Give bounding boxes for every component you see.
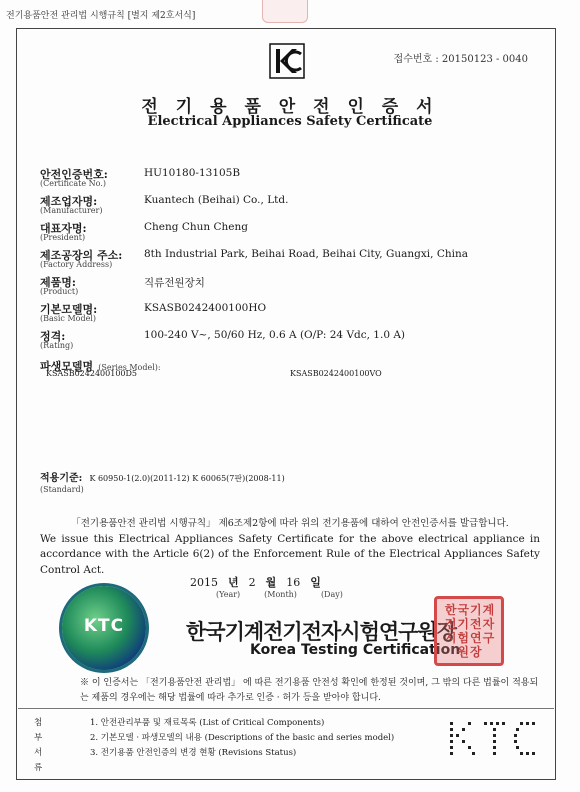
statement-korean: 「전기용품안전 관리법 시행규칙」 제6조제2항에 따라 위의 전기용품에 대하여 안전인증서를 발급합니다. <box>71 518 509 529</box>
field-certificate-no <box>40 166 540 193</box>
field-value: 직류전원장치 <box>144 277 205 289</box>
date-year-en: (Year) <box>216 590 241 599</box>
field-value: KSASB0242400100HO <box>144 302 267 314</box>
series-label: 파생모델명 <box>40 360 94 373</box>
series-model-heading <box>40 355 540 373</box>
applied-standard <box>40 466 285 494</box>
official-seal-stamp <box>434 596 504 666</box>
field-label: 제조공장의 주소: <box>40 249 123 262</box>
title-korean: 전 기 용 품 안 전 인 증 서 <box>141 97 439 117</box>
certificate-fields <box>40 166 540 385</box>
receipt-number: 접수번호 : 20150123 - 0040 <box>393 54 528 65</box>
attachment-item: 1. 안전관리부품 및 재료목록 (List of Critical Components) <box>90 718 325 728</box>
field-product <box>40 274 540 301</box>
field-value: 100-240 V~, 50/60 Hz, 0.6 A (O/P: 24 Vdc, 1.0 A) <box>144 329 406 341</box>
date-year: 2015 <box>190 576 218 589</box>
field-label-en: (Basic Model) <box>40 314 96 323</box>
date-month-unit: 월 <box>265 576 277 589</box>
field-label-en: (President) <box>40 233 86 242</box>
seal-text: 한국기계전기전자시험연구원장 <box>444 603 496 659</box>
attachment-item: 3. 전기용품 안전인증의 변경 현황 (Revisions Status) <box>90 748 297 758</box>
statement-english: We issue this Electrical Appliances Safety Certificate for the above electrical appliance in accordance with the Article 6(2) of the Enforcement Rule of the Electrical Appliances Safety Control Act. <box>40 532 540 576</box>
date-day: 16 <box>286 576 301 589</box>
field-label: 기본모델명: <box>40 303 98 316</box>
date-day-en: (Day) <box>320 590 343 599</box>
field-label: 대표자명: <box>40 222 87 235</box>
field-label-en: (Product) <box>40 287 79 296</box>
field-rating <box>40 328 540 355</box>
series-label-en: (Series Model): <box>98 363 161 372</box>
field-label-en: (Factory Address) <box>40 260 113 269</box>
standard-value: K 60950-1(2.0)(2011-12) K 60065(7판)(2008-11) <box>89 474 285 483</box>
attachments-label: 첨부서류 <box>34 718 43 773</box>
issuer-name-korean: 한국기계전기전자시험연구원장 <box>186 620 457 644</box>
field-value: 8th Industrial Park, Beihai Road, Beihai City, Guangxi, China <box>144 248 468 260</box>
top-seal-stamp <box>262 0 308 23</box>
form-header-note: 전기용품안전 관리법 시행규칙 [별지 제2호서식] <box>6 11 196 21</box>
legal-notice: ※ 이 인증서는 「전기용품안전 관리법」 에 따른 전기용품 안전성 확인에 한정된 것이며, 그 밖의 다른 법률이 적용되는 제품의 경우에는 해당 법률에 따라 추가로 인증 · 허가 등을 받아야 합니다. <box>80 678 539 703</box>
date-month: 2 <box>248 576 256 589</box>
issuer-name-english: Korea Testing Certification <box>250 642 461 658</box>
attachment-item: 2. 기본모델 · 파생모델의 내용 (Descriptions of the basic and series model) <box>90 733 395 743</box>
date-day-unit: 일 <box>310 576 321 589</box>
field-value: Cheng Chun Cheng <box>144 221 248 233</box>
field-label: 제품명: <box>40 276 76 289</box>
field-label: 안전인증번호: <box>40 168 108 181</box>
title-english: Electrical Appliances Safety Certificate <box>147 114 433 129</box>
date-month-en: (Month) <box>264 590 297 599</box>
field-president <box>40 220 540 247</box>
standard-label: 적용기준: <box>40 473 83 484</box>
ktc-watermark-icon <box>446 718 546 762</box>
issuance-statement <box>40 516 540 578</box>
series-model-list <box>40 369 540 385</box>
date-year-unit: 년 <box>228 576 239 589</box>
field-manufacturer <box>40 193 540 220</box>
field-label: 정격: <box>40 330 66 343</box>
kc-mark-icon <box>268 42 306 80</box>
field-label-en: (Certificate No.) <box>40 179 106 188</box>
standard-label-en: (Standard) <box>40 485 84 494</box>
emblem-text: KTC <box>83 616 125 636</box>
field-basic-model <box>40 301 540 328</box>
field-value: Kuantech (Beihai) Co., Ltd. <box>144 194 289 206</box>
field-label: 제조업자명: <box>40 195 98 208</box>
field-factory-address <box>40 247 540 274</box>
field-label-en: (Manufacturer) <box>40 206 103 215</box>
series-model-item: KSASB0242400100VO <box>290 369 382 378</box>
field-value: HU10180-13105B <box>144 167 241 179</box>
series-model-item: KSASB0242400100D5 <box>46 369 137 378</box>
section-divider <box>18 708 554 709</box>
ktc-hologram-emblem <box>62 586 146 670</box>
field-label-en: (Rating) <box>40 341 74 350</box>
issue-date <box>190 574 400 599</box>
